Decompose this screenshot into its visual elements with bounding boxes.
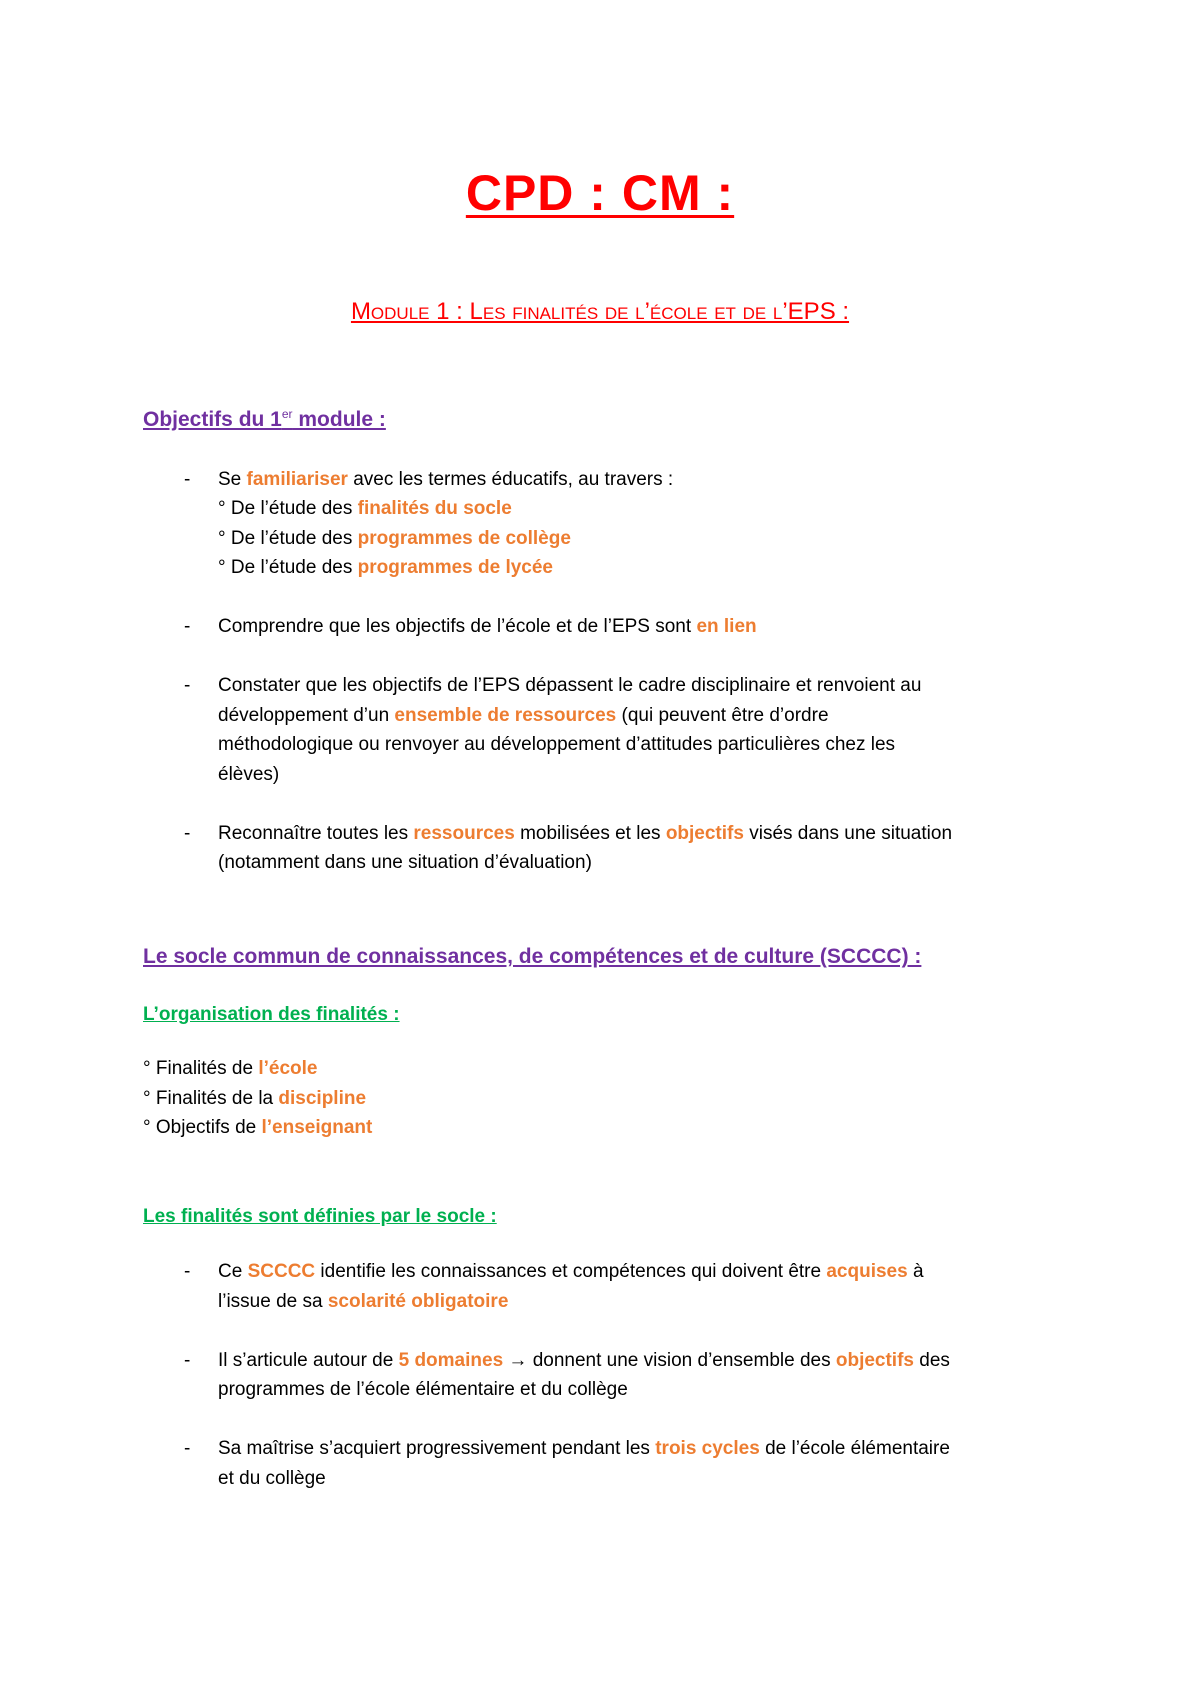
objective-3-line-3: méthodologique ou renvoyer au développement d’attitudes particulières chez les bbox=[218, 734, 896, 755]
objective-3-line-4: élèves) bbox=[218, 764, 280, 785]
org-item-2: ° Finalités de la discipline bbox=[143, 1088, 367, 1109]
arrow-icon: → bbox=[503, 1350, 533, 1371]
objective-1-line: Se familiariser avec les termes éducatifs, au travers : bbox=[218, 469, 674, 490]
objective-1-sub-2: ° De l’étude des programmes de collège bbox=[218, 528, 571, 549]
org-item-3: ° Objectifs de l’enseignant bbox=[143, 1117, 373, 1138]
bullet-dash: - bbox=[184, 823, 191, 844]
objective-4-line-1: Reconnaître toutes les ressources mobilisées et les objectifs visés dans une situation bbox=[218, 823, 953, 844]
bullet-dash: - bbox=[184, 1438, 191, 1459]
socle-2-line-2: programmes de l’école élémentaire et du collège bbox=[218, 1379, 628, 1400]
socle-heading: Le socle commun de connaissances, de compétences et de culture (SCCCC) : bbox=[143, 945, 922, 968]
objective-1-sub-3: ° De l’étude des programmes de lycée bbox=[218, 557, 553, 578]
socle-3-line-2: et du collège bbox=[218, 1468, 326, 1489]
bullet-dash: - bbox=[184, 1261, 191, 1282]
socle-3-line-1: Sa maîtrise s’acquiert progressivement pendant les trois cycles de l’école élémentaire bbox=[218, 1438, 950, 1459]
objective-1-sub-1: ° De l’étude des finalités du socle bbox=[218, 498, 512, 519]
definition-heading: Les finalités sont définies par le socle : bbox=[143, 1206, 497, 1227]
socle-2-line-1: Il s’articule autour de 5 domaines → donnent une vision d’ensemble des objectifs des bbox=[218, 1350, 950, 1371]
objective-2-line: Comprendre que les objectifs de l’école et de l’EPS sont en lien bbox=[218, 616, 757, 637]
objectives-heading: Objectifs du 1er module : bbox=[143, 407, 386, 431]
objective-3-line-1: Constater que les objectifs de l’EPS dépassent le cadre disciplinaire et renvoient au bbox=[218, 675, 922, 696]
page-title: CPD : CM : bbox=[465, 165, 735, 221]
module-title: Module 1 : Les finalités de l’école et de l’EPS : bbox=[350, 298, 850, 325]
socle-1-line-1: Ce SCCCC identifie les connaissances et compétences qui doivent être acquises à bbox=[218, 1261, 924, 1282]
org-item-1: ° Finalités de l’école bbox=[143, 1058, 318, 1079]
bullet-dash: - bbox=[184, 1350, 191, 1371]
organisation-heading: L’organisation des finalités : bbox=[143, 1004, 400, 1025]
socle-1-line-2: l’issue de sa scolarité obligatoire bbox=[218, 1291, 509, 1312]
bullet-dash: - bbox=[184, 469, 191, 490]
bullet-dash: - bbox=[184, 616, 191, 637]
objective-4-line-2: (notamment dans une situation d’évaluation) bbox=[218, 852, 592, 873]
bullet-dash: - bbox=[184, 675, 191, 696]
objective-3-line-2: développement d’un ensemble de ressources (qui peuvent être d’ordre bbox=[218, 705, 829, 726]
